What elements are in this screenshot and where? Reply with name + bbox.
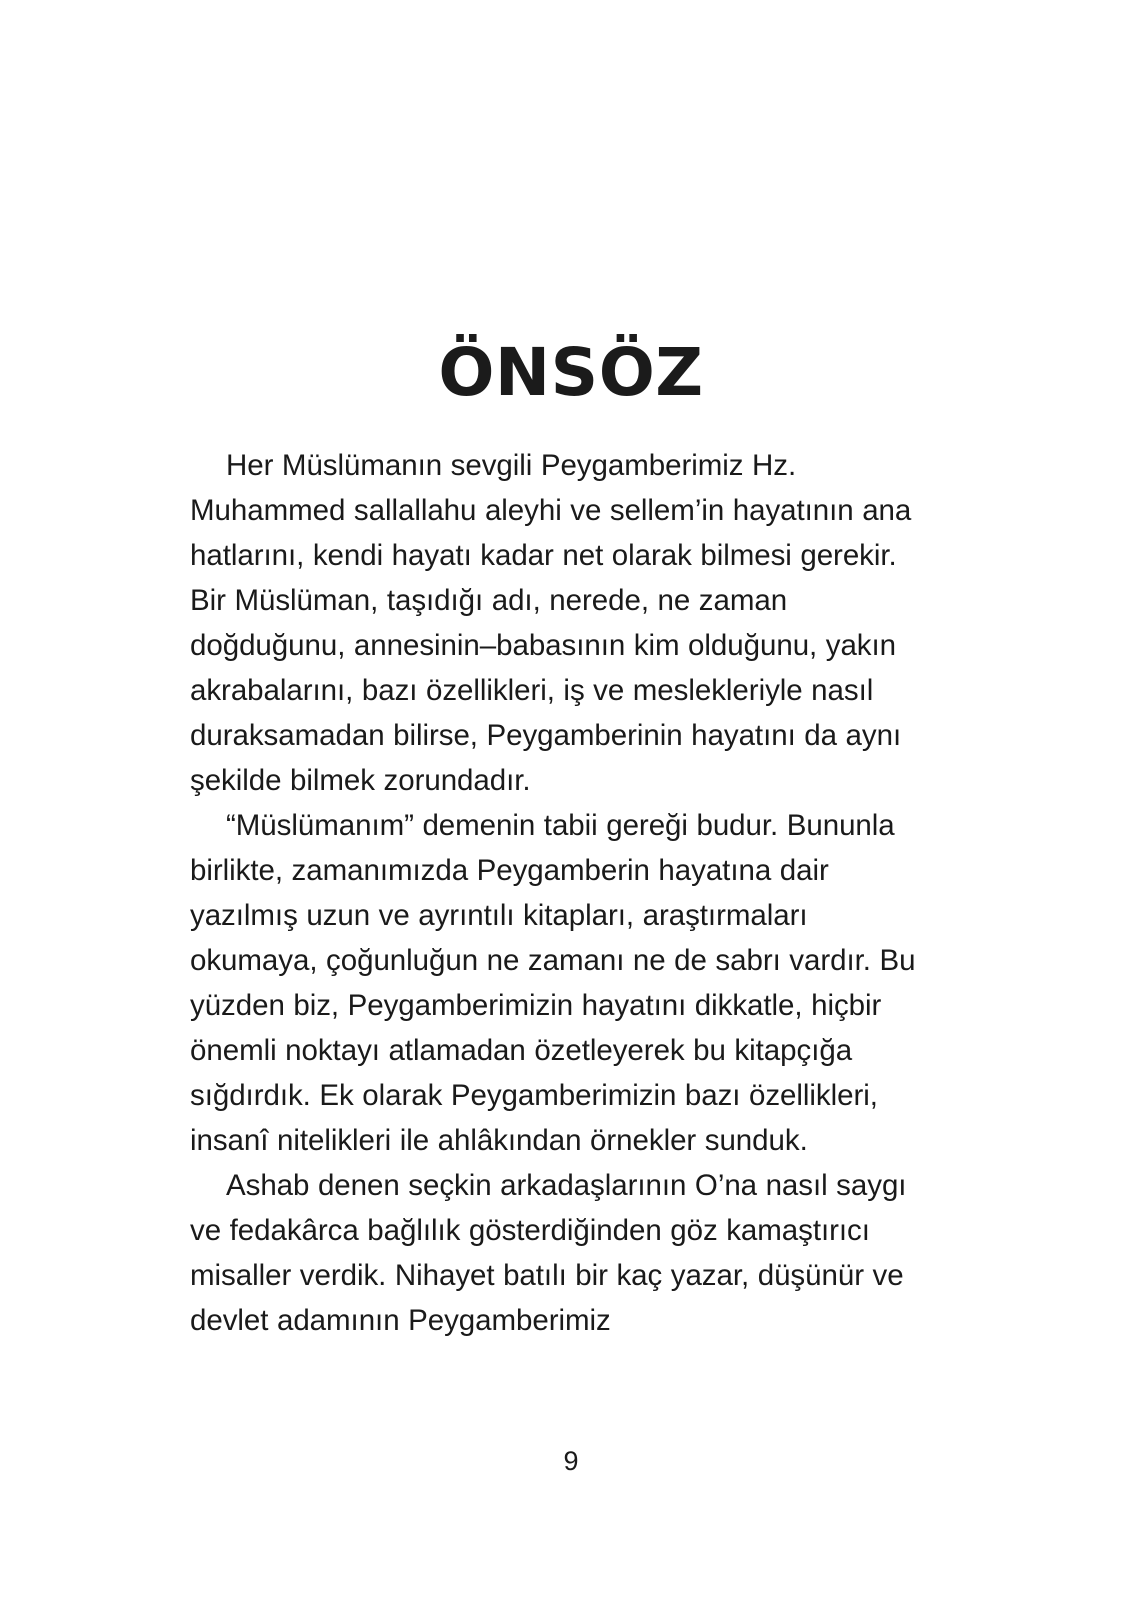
body-paragraph: Ashab denen seçkin arkadaşlarının O’na nasıl saygı ve fedakârca bağlılık gösterdiğinden göz kamaştırıcı misaller verdik. Nihayet batılı bir kaç yazar, düşünür ve devlet adamının Peygamberimiz — [190, 1169, 907, 1337]
page-title: ÖNSÖZ — [438, 334, 704, 412]
body-paragraph: “Müslümanım” demenin tabii gereği budur. Bununla birlikte, zamanımızda Peygamberin hayatına dair yazılmış uzun ve ayrıntılı kitapları, araştırmaları okumaya, çoğunluğun ne zamanı ne de sabrı vardır. Bu yüzden biz, Peygamberimizin hayatını dikkatle, hiçbir önemli noktayı atlamadan özetleyerek bu kitapçığa sığdırdık. Ek olarak Peygamberimizin bazı özellikleri, insanî nitelikleri ile ahlâkından örnekler sunduk. — [190, 809, 916, 1157]
page-number: 9 — [563, 1446, 579, 1476]
body-text-block — [190, 443, 922, 1343]
body-paragraph: Her Müslümanın sevgili Peygamberimiz Hz. Muhammed sallallahu aleyhi ve sellem’in hayatının ana hatlarını, kendi hayatı kadar net olarak bilmesi gerekir. Bir Müslüman, taşıdığı adı, nerede, ne zaman doğduğunu, annesinin–babasının kim olduğunu, yakın akrabalarını, bazı özellikleri, iş ve meslekleriyle nasıl duraksamadan bilirse, Peygamberinin hayatını da aynı şekilde bilmek zorundadır. — [190, 449, 912, 797]
